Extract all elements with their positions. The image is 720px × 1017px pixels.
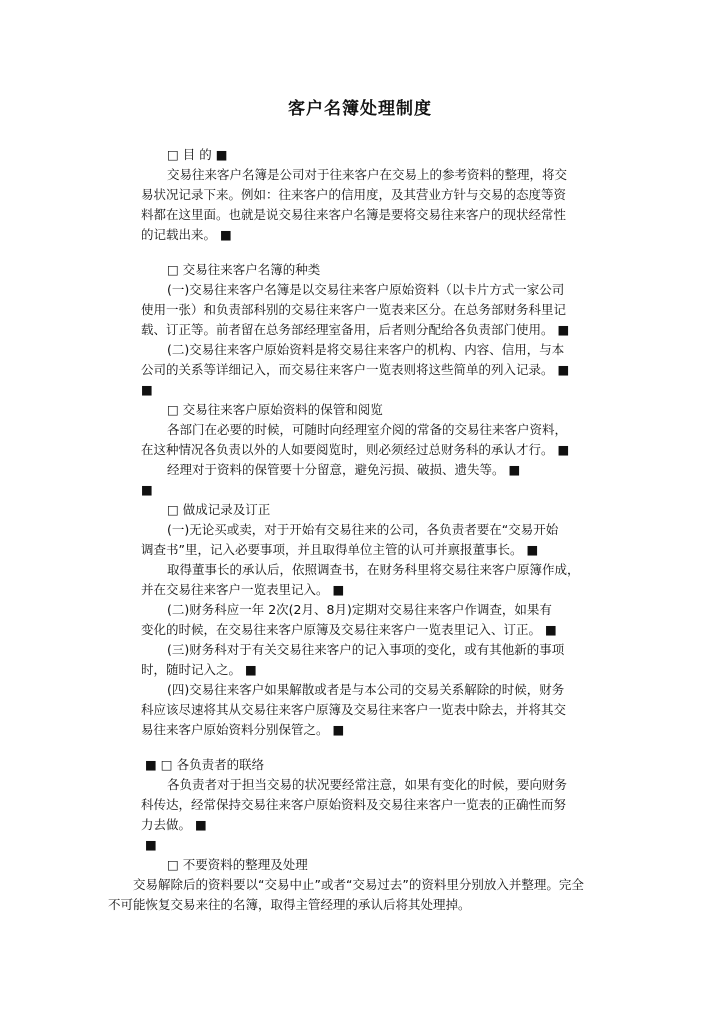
paragraph-line: (二)财务科应一年 2次(2月、8月)定期对交易往来客户作调查，如果有 [167,602,552,617]
section-heading-records: □ 做成记录及订正 [167,502,271,517]
paragraph-line: 载、订正等。前者留在总务部经理室备用，后者则分配给各负责部门使用。 ■ [141,322,570,337]
paragraph-line: (四)交易往来客户如果解散或者是与本公司的交易关系解除的时候，财务 [167,682,565,697]
paragraph-line: (一)交易往来客户名簿是以交易往来客户原始资料（以卡片方式一家公司 [167,282,565,297]
paragraph-line: 交易往来客户名簿是公司对于往来客户在交易上的参考资料的整理，将交 [167,167,568,182]
paragraph-line: 的记载出来。 ■ [141,227,232,242]
paragraph-line: 并在交易往来客户一览表里记入。 ■ [141,582,345,597]
paragraph-line: 力去做。 ■ [141,817,207,832]
paragraph-line: (一)无论买或卖，对于开始有交易往来的公司，各负责者要在“交易开始 [167,522,559,537]
paragraph-line: 易往来客户原始资料分别保管之。 ■ [141,722,345,737]
paragraph-line: 公司的关系等详细记入，而交易往来客户一览表则将这些简单的列入记录。 ■ [141,362,570,377]
paragraph-line: 易状况记录下来。例如：往来客户的信用度，及其营业方针与交易的态度等资 [141,187,567,202]
section-heading-purpose: □ 目 的 ■ [167,147,228,162]
paragraph-line: 交易解除后的资料要以“交易中止”或者“交易过去”的资料里分别放入并整理。完全 [133,877,584,892]
paragraph-line: 科应该尽速将其从交易往来客户原簿及交易往来客户一览表中除去，并将其交 [141,702,567,717]
paragraph-line: (三)财务科对于有关交易往来客户的记入事项的变化，或有其他新的事项 [167,642,565,657]
section-marker: ■ [141,482,153,497]
document-title: 客户名簿处理制度 [288,99,432,119]
section-marker: ■ [145,837,157,852]
paragraph-line: 变化的时候，在交易往来客户原簿及交易往来客户一览表里记入、订正。 ■ [141,622,557,637]
paragraph-line: 经理对于资料的保管要十分留意，避免污损、破损、遗失等。 ■ [167,462,521,477]
paragraph-line: 调查书”里，记入必要事项，并且取得单位主管的认可并禀报董事长。 ■ [141,542,539,557]
paragraph-line: (二)交易往来客户原始资料是将交易往来客户的机构、内容、信用，与本 [167,342,565,357]
paragraph-line: 料都在这里面。也就是说交易往来客户名簿是要将交易往来客户的现状经常性 [141,207,567,222]
section-heading-storage: □ 交易往来客户原始资料的保管和阅览 [167,402,383,417]
section-heading-liaison: ■ □ 各负责者的联络 [145,757,265,772]
paragraph-line: 不可能恢复交易来往的名簿，取得主管经理的承认后将其处理掉。 [108,897,471,912]
paragraph-line: 时，随时记入之。 ■ [141,662,257,677]
section-heading-types: □ 交易往来客户名簿的种类 [167,262,321,277]
paragraph-line: 使用一张）和负责部科别的交易往来客户一览表来区分。在总务部财务科里记 [141,302,567,317]
section-marker: ■ [141,382,153,397]
paragraph-line: 各负责者对于担当交易的状况要经常注意，如果有变化的时候，要向财务 [167,777,568,792]
section-heading-disposal: □ 不要资料的整理及处理 [167,857,308,872]
paragraph-line: 各部门在必要的时候，可随时向经理室介阅的常备的交易往来客户资料， [167,422,568,437]
paragraph-line: 在这种情况各负责以外的人如要阅览时，则必须经过总财务科的承认才行。 ■ [141,442,570,457]
paragraph-line: 取得董事长的承认后，依照调查书，在财务科里将交易往来客户原簿作成， [167,562,580,577]
paragraph-line: 科传达，经常保持交易往来客户原始资料及交易往来客户一览表的正确性而努 [141,797,567,812]
